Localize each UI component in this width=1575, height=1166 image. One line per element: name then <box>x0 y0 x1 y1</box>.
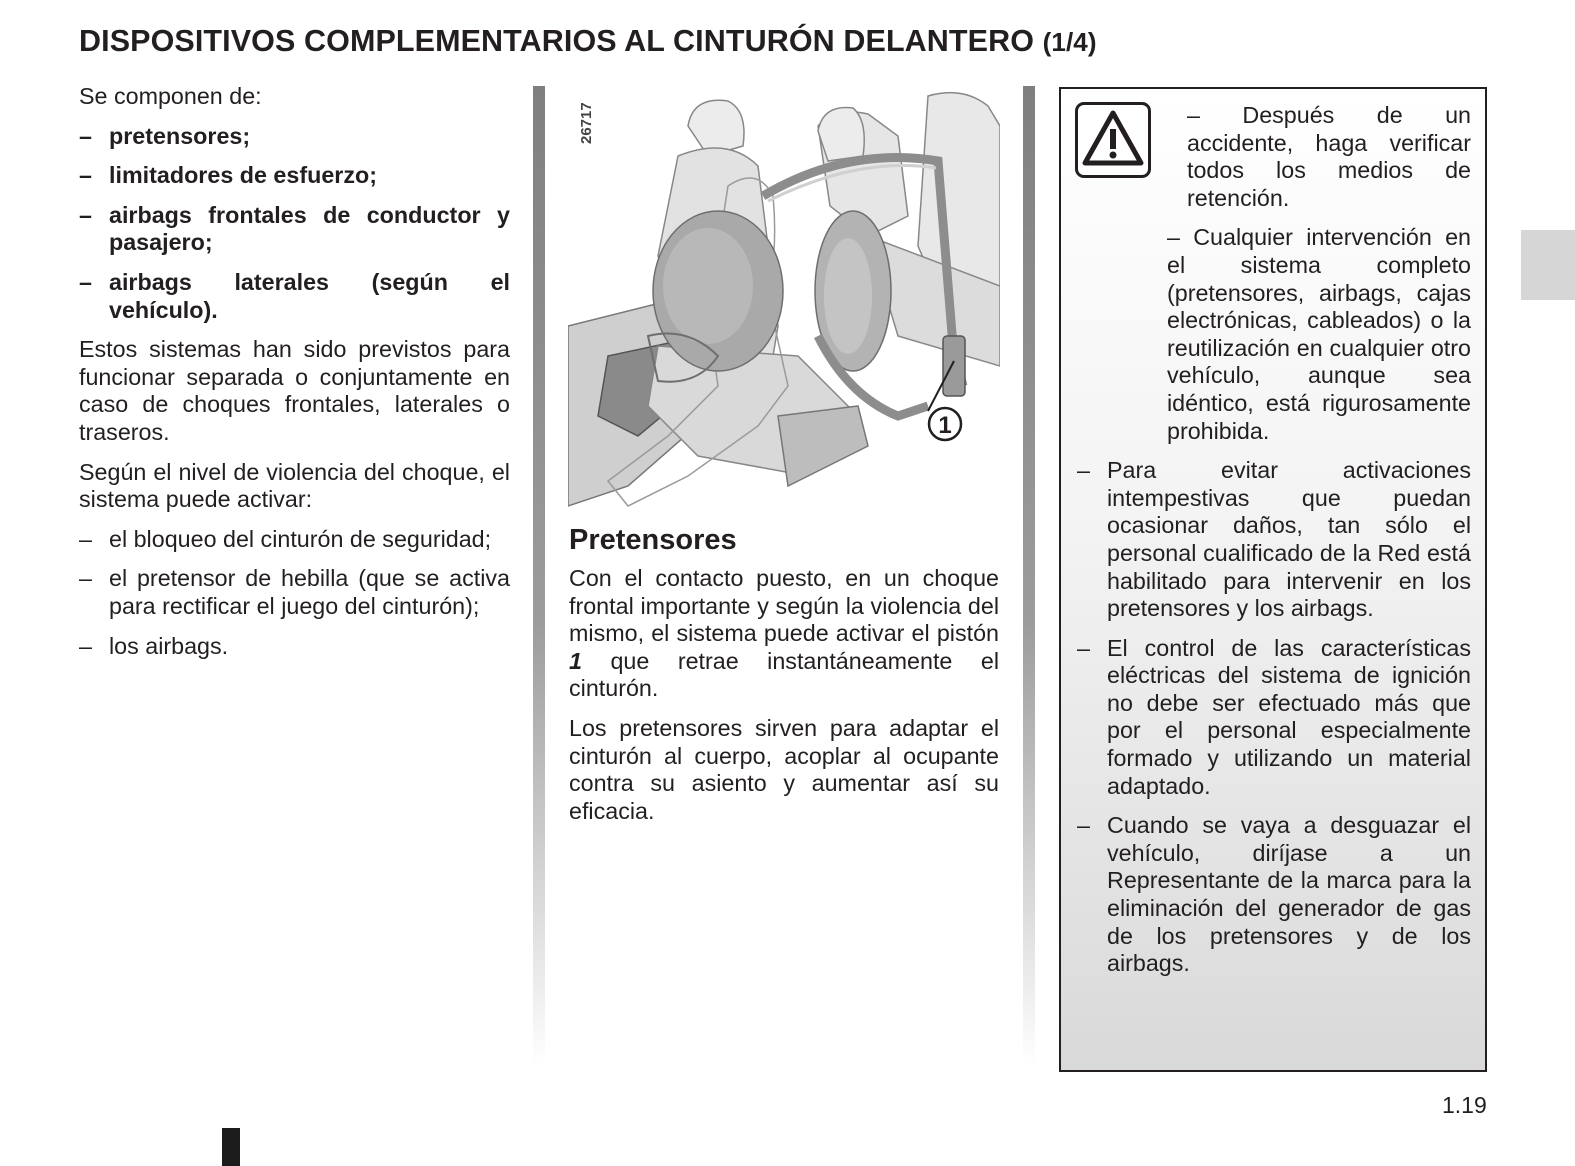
warning-item-scrapping: – Cuando se vaya a desguazar el vehículo, diríjase a un Representante de la marca para la eliminación del generador de gas de los pretensores y de los airbags. <box>1077 812 1471 977</box>
page-number: 1.19 <box>1442 1092 1487 1118</box>
warning-text <box>1077 102 1471 990</box>
list-item: – pretensores; <box>79 122 251 149</box>
warning-item-activations: – Para evitar activaciones intempestivas que puedan ocasionar daños, tan sólo el personal cualificado de la Red está habilitado para intervenir en los pretensores y los airbags. <box>1077 457 1471 622</box>
column-divider-right <box>1023 86 1035 1066</box>
list-item: – limitadores de esfuerzo; <box>79 162 377 189</box>
warning-item-intervention: – Cualquier intervención en el sistema completo (pretensores, airbags, cajas electrónicas, cableados) o la reutilización en cualquier otro vehículo, aunque sea idéntico, está rigurosamente prohibida. <box>1167 224 1471 444</box>
figure-reference-number: 26717 <box>578 102 595 144</box>
section-tab-marker <box>1521 230 1575 300</box>
seat-airbag-drawing <box>568 86 1000 518</box>
list-item: – airbags laterales (según el vehículo). <box>79 268 510 323</box>
warning-box <box>1059 87 1487 1072</box>
callout-label: 1 <box>938 412 952 439</box>
activations-list <box>79 526 510 660</box>
pretensores-paragraph-2: Los pretensores sirven para adaptar el cinturón al cuerpo, acoplar al ocupante contra su asiento y aumentar así su eficacia. <box>569 714 999 824</box>
list-item: – el bloqueo del cinturón de seguridad; <box>79 525 492 552</box>
page-edge-mark <box>222 1128 240 1166</box>
page-title-text: DISPOSITIVOS COMPLEMENTARIOS AL CINTURÓN DELANTERO <box>79 24 1035 58</box>
page-title <box>79 24 1097 59</box>
left-column <box>79 83 510 672</box>
seatbelt-illustration <box>568 86 1000 518</box>
warning-item-ignition: – El control de las características eléctricas del sistema de ignición no debe ser efectuado más que por el personal especialmente formado y utilizando un material adaptado. <box>1077 634 1471 799</box>
column-divider-left <box>533 86 545 1066</box>
piston-reference: 1 <box>569 647 582 674</box>
warning-item-accident: – Después de un accidente, haga verificar todos los medios de retención. <box>1187 102 1471 211</box>
components-intro: Se componen de: <box>79 83 262 109</box>
pretensores-heading: Pretensores <box>569 524 737 556</box>
activation-intro: Según el nivel de violencia del choque, el sistema puede activar: <box>79 458 510 513</box>
pretensores-paragraph-1: Con el contacto puesto, en un choque frontal importante y según la violencia del mismo, el sistema puede activar el pistón 1 que retrae instantáneamente el cinturón. <box>569 565 999 702</box>
components-list <box>79 123 510 325</box>
systems-paragraph: Estos sistemas han sido previstos para funcionar separada o conjuntamente en caso de choques frontales, laterales o traseros. <box>79 336 510 445</box>
pretensores-section <box>569 523 999 837</box>
list-item: – los airbags. <box>79 632 229 659</box>
list-item: – el pretensor de hebilla (que se activa para rectificar el juego del cinturón); <box>79 565 510 619</box>
list-item: – airbags frontales de conductor y pasajero; <box>79 201 510 256</box>
page-part-indicator: (1/4) <box>1042 27 1097 57</box>
